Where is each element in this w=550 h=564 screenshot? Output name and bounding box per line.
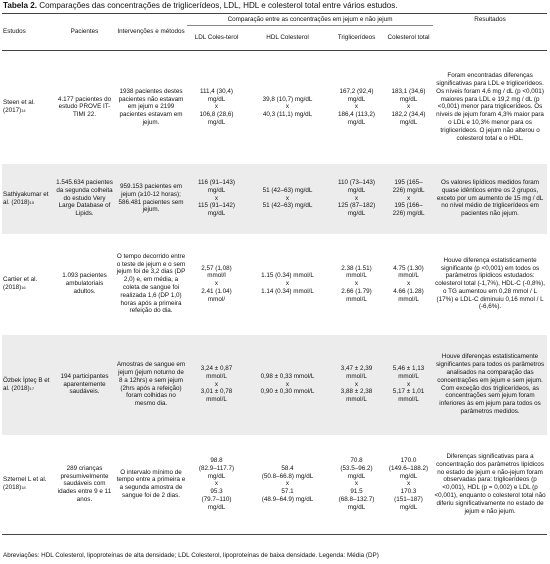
- header-resultados: Resultados: [433, 14, 547, 51]
- table-row: [2, 335, 547, 435]
- cell-ldl: 111,4 (30,4) mg/dL x 106,8 (28,6) mg/dL: [199, 87, 234, 126]
- cell-estudo: [2, 164, 54, 234]
- cell-estudo: [2, 51, 54, 164]
- cell-ldl: 98.8 (82.9–117.7) mg/dL x 95.3 (79.7–110) mg/dL: [187, 435, 246, 535]
- estudo-name: Sathiyakumar et al. (2018): [3, 190, 49, 206]
- cell-intervencoes: O intervalo mínimo de tempo entre a primeira e a segunda amostra de sangue foi de 2 dias.: [115, 435, 187, 535]
- cell-intervencoes: 959.153 pacientes em jejum (≥10-12 horas); 586.481 pacientes sem jejum.: [115, 164, 187, 234]
- cell-trig: 2.38 (1.51) mmol/L x 2.66 (1.79) mmol/L: [341, 264, 372, 303]
- estudo-ref: 17: [29, 385, 35, 391]
- table-caption-label: Tabela 2.: [3, 1, 38, 10]
- cell-ldl: 3,24 ± 0,87 mmol/L x 3,01 ± 0,78 mmol/L: [187, 335, 246, 435]
- cell-estudo: [2, 435, 54, 535]
- cell-pacientes: 1.093 pacientes ambulatoriais adultos.: [62, 272, 107, 295]
- table-caption-text: Comparações das concentrações de triglicerídeos, LDL, HDL e colesterol total entre vários estudos.: [37, 1, 398, 10]
- header-row-top: [2, 14, 547, 26]
- table-row: [2, 234, 547, 335]
- estudo-name: Steen et al. (2017): [3, 99, 35, 115]
- header-hdl: HDL Colesterol: [246, 26, 329, 51]
- header-colesterol: Colesterol total: [384, 26, 433, 51]
- cell-resultados: Diferenças significativas para a concentração dos parâmetros lipídicos no estado de jejum e não-jejum foram observadas para: triglicerídeos (p <0,001), HDL (p = 0,002) e LDL (p <0,001), enquanto o colesterol total não diferiu significativamente no estado de jejum e não jejum.: [433, 435, 547, 535]
- cell-intervencoes: 1938 pacientes destes pacientes não estavam em jejum e 2199 pacientes estavam em jejum.: [118, 87, 184, 126]
- estudo-name: Özbek İpteç B et al. (2018): [3, 376, 50, 392]
- cell-ldl: 2,57 (1,08) mmol/l x 2.41 (1.04) mmol/: [201, 264, 232, 303]
- cell-ldl: 116 (91–143) mg/dL x 115 (91–142) mg/dL: [187, 164, 246, 234]
- cell-intervencoes: O tempo decorrido entre o teste de jejum e o sem jejum foi de 3,2 dias (DP 2,0) e, em média, a coleta de sangue foi realizada 1,6 (DP 1,0) horas após a primeira refeição do dia.: [116, 252, 186, 315]
- cell-colesterol: 4.75 (1.30) mmol/L x 4.66 (1.28) mmol/L: [393, 264, 424, 303]
- header-intervencoes: Intervenções e métodos: [115, 14, 187, 51]
- estudo-ref: 16: [21, 285, 26, 290]
- cell-estudo: [2, 335, 54, 435]
- cell-hdl: 51 (42–63) mg/dL x 51 (42–63) mg/dL: [246, 164, 329, 234]
- header-comparison-group: Comparação entre as concentrações em jejum e não jejum: [187, 14, 433, 26]
- header-estudos: Estudos: [2, 14, 54, 51]
- cell-trig: 3,47 ± 2,39 mmol/L x 3,88 ± 2,38 mmol/L: [329, 335, 384, 435]
- cell-trig: 70.8 (53.5–96.2) mg/dL x 91.5 (68.8–132.7) mg/dL: [329, 435, 384, 535]
- cell-hdl: 0,98 ± 0,33 mmol/L x 0,90 ± 0,30 mmol/L: [246, 335, 329, 435]
- cell-pacientes: 4.177 pacientes do estudo PROVE IT-TIMI 22.: [57, 95, 112, 119]
- cell-resultados: Foram encontradas diferenças significativas para LDL e triglicerídeos. Os níveis foram 4,6 mg / dL (p <0,001) maiores para LDL e 19,2 mg / dL (p <0,001) menor para triglicerídeos. Os níveis de jejum foram 4,3% maior para o LDL e 10,3% menor para os triglicerídeos. O jejum não alterou o colesterol total e o HDL.: [436, 72, 544, 142]
- cell-colesterol: 195 (165– 226) mg/dL x 195 (166– 226) mg/dL: [384, 164, 433, 234]
- cell-trig: 110 (73–143) mg/dL x 125 (87–182) mg/dL: [329, 164, 384, 234]
- cell-hdl: 39,8 (10,7) mg/dL x 40,3 (11,1) mg/dL: [262, 95, 313, 119]
- cell-pacientes: 1.545.634 pacientes da segunda colheita do estudo Very Large Database of Lipids.: [54, 164, 115, 234]
- table-row: [2, 435, 547, 535]
- cell-pacientes: 289 crianças presumivelmente saudáveis com idades entre 9 e 11 anos.: [54, 435, 115, 535]
- cell-resultados: Houve diferenças estatisticamente significantes para todos os parâmetros analisados na comparação das concentrações em jejum e sem jejum. Com exceção dos triglicerídeos, as concentrações sem jejum foram inferiores às em jejum para todos os parâmetros medidos.: [433, 335, 547, 435]
- cell-colesterol: 5,46 ± 1,13 mmol/L x 5,17 ± 1,01 mmol/L: [384, 335, 433, 435]
- cell-intervencoes: Amostras de sangue em jejum (jejum noturno de 8 a 12hrs) e sem jejum (2hrs após a refeição) foram colhidas no mesmo dia.: [115, 335, 187, 435]
- cell-hdl: 1.15 (0.34) mmol/L x 1.14 (0.34) mmol/L: [261, 272, 314, 295]
- estudo-ref: 18: [21, 485, 26, 491]
- cell-trig: 167,2 (92,4) mg/dL x 186,4 (113,2) mg/dL: [338, 87, 375, 126]
- header-pacientes: Pacientes: [54, 14, 115, 51]
- table-caption: [3, 1, 398, 10]
- table-row: [2, 164, 547, 234]
- cell-resultados: Houve diferença estatisticamente significante (p <0,001) em todos os parâmetros lipídicos estudados: colesterol total (-1,7%), HDL-C (-0,8%), o TG aumentou em 0,28 mmol / L (17%) e LDL-C diminuiu 0,16 mmol / L (-6,6%).: [435, 256, 545, 311]
- table-row: [2, 51, 547, 164]
- cell-resultados: Os valores lipídicos medidos foram quase idênticos entre os 2 grupos, exceto por um aumento de 15 mg / dL no nível médio de triglicerídeos em pacientes não jejum.: [433, 164, 547, 234]
- cell-colesterol: 183,1 (34,6) mg/dL x 182,2 (34,4) mg/dL: [391, 87, 426, 126]
- estudo-ref: 14: [21, 108, 26, 114]
- estudo-ref: 15: [29, 199, 35, 205]
- cell-pacientes: 194 participantes aparentemente saudáveis.: [54, 335, 115, 435]
- estudo-name: Cartier et al. (2018): [3, 276, 38, 291]
- header-trig: Triglicerídeos: [329, 26, 384, 51]
- lipid-comparison-table: [2, 13, 547, 535]
- header-ldl: LDL Coles-terol: [187, 26, 246, 51]
- cell-estudo: [2, 234, 54, 335]
- estudo-name: Szternel L et al. (2018): [3, 476, 47, 492]
- cell-colesterol: 170.0 (149.6–188.2) mg/dL x 170.3 (151–187) mg/dL: [384, 435, 433, 535]
- cell-hdl: 58.4 (50.8–66.8) mg/dL x 57.1 (48.9–64.9) mg/dL: [246, 435, 329, 535]
- table-footnote: Abreviações: HDL Colesterol, lipoproteínas de alta densidade; LDL Colesterol, lipoproteínas de baixa densidade. Legenda: Média (DP): [3, 552, 379, 559]
